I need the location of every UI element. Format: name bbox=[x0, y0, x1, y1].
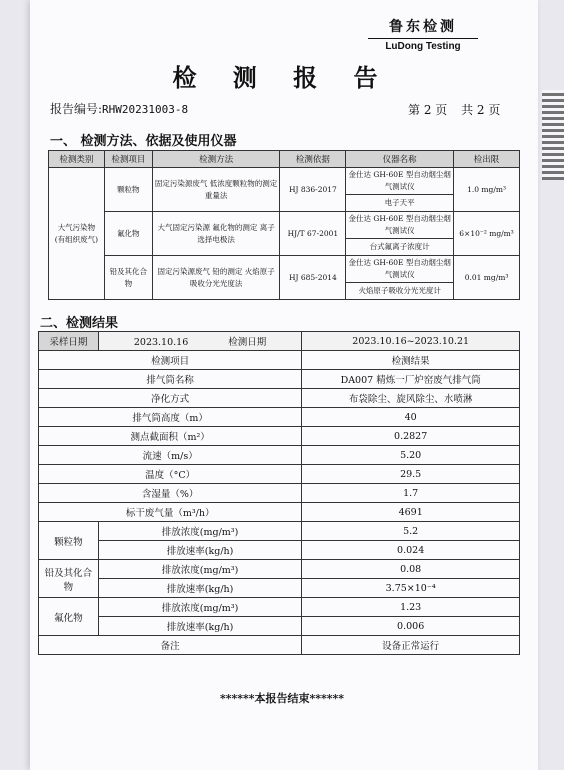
table-row bbox=[39, 617, 520, 636]
instrument-cell: 金仕达 GH-60E 型自动烟尘烟气测试仪 bbox=[346, 168, 454, 195]
methods-table bbox=[48, 150, 520, 300]
section2-heading: 二、检测结果 bbox=[40, 316, 119, 331]
instrument-cell: 电子天平 bbox=[346, 195, 454, 212]
item-cell: 颗粒物 bbox=[104, 168, 152, 212]
table-row bbox=[39, 427, 520, 446]
param-value: 0.2827 bbox=[302, 427, 520, 446]
param-value: 1.7 bbox=[302, 484, 520, 503]
table-row bbox=[39, 408, 520, 427]
category-cell: 大气污染物 (有组织废气) bbox=[49, 168, 105, 300]
results-table bbox=[38, 331, 520, 655]
table-row bbox=[49, 212, 520, 239]
table-row bbox=[39, 465, 520, 484]
param-value: 4691 bbox=[302, 503, 520, 522]
rate-label: 排放速率(kg/h) bbox=[98, 617, 301, 636]
param-label: 标干废气量（m³/h） bbox=[39, 503, 302, 522]
conc-label: 排放浓度(mg/m³) bbox=[98, 560, 301, 579]
rate-label: 排放速率(kg/h) bbox=[98, 579, 301, 598]
pollutant-name: 氟化物 bbox=[39, 598, 99, 636]
conc-value: 1.23 bbox=[302, 598, 520, 617]
brand-logo bbox=[368, 16, 478, 52]
basis-cell: HJ 685-2014 bbox=[280, 256, 346, 300]
methods-header-row bbox=[49, 151, 520, 168]
table-row bbox=[39, 389, 520, 408]
item-cell: 铅及其化合物 bbox=[104, 256, 152, 300]
limit-cell: 0.01 mg/m³ bbox=[454, 256, 520, 300]
param-label: 净化方式 bbox=[39, 389, 302, 408]
table-row bbox=[39, 503, 520, 522]
param-label: 排气筒名称 bbox=[39, 370, 302, 389]
method-cell: 固定污染源废气 铅的测定 火焰原子吸收分光光度法 bbox=[152, 256, 280, 300]
report-title: 检 测 报 告 bbox=[172, 63, 392, 92]
param-value: DA007 精炼一厂炉窑废气排气筒 bbox=[302, 370, 520, 389]
report-number-label: 报告编号: bbox=[50, 102, 103, 116]
sample-date-value: 2023.10.16 bbox=[133, 337, 189, 348]
param-label: 流速（m/s） bbox=[39, 446, 302, 465]
instrument-cell: 台式氟离子浓度计 bbox=[346, 239, 454, 256]
sample-date-label: 采样日期 bbox=[39, 332, 99, 351]
report-number-value: RHW20231003-8 bbox=[102, 103, 189, 116]
col-header: 检测类别 bbox=[49, 151, 105, 168]
limit-cell: 1.0 mg/m³ bbox=[454, 168, 520, 212]
barcode-fragment bbox=[542, 90, 564, 180]
page-current: 第 2 页 bbox=[408, 103, 448, 117]
rate-value: 0.006 bbox=[302, 617, 520, 636]
brand-name-cn: 鲁东检测 bbox=[389, 19, 457, 35]
table-row bbox=[39, 541, 520, 560]
col-header: 检测方法 bbox=[152, 151, 280, 168]
table-row bbox=[49, 256, 520, 283]
table-row bbox=[39, 484, 520, 503]
table-row bbox=[39, 351, 520, 370]
param-label: 测点截面积（m²） bbox=[39, 427, 302, 446]
rate-label: 排放速率(kg/h) bbox=[98, 541, 301, 560]
result-header: 检测结果 bbox=[302, 351, 520, 370]
basis-cell: HJ/T 67-2001 bbox=[280, 212, 346, 256]
test-date-value: 2023.10.16~2023.10.21 bbox=[302, 332, 520, 351]
conc-label: 排放浓度(mg/m³) bbox=[98, 522, 301, 541]
page-total: 共 2 页 bbox=[461, 103, 501, 117]
rate-value: 3.75×10⁻⁴ bbox=[302, 579, 520, 598]
col-header: 检出限 bbox=[454, 151, 520, 168]
item-cell: 氟化物 bbox=[104, 212, 152, 256]
param-value: 29.5 bbox=[302, 465, 520, 484]
report-number bbox=[50, 100, 188, 117]
param-label: 排气筒高度（m） bbox=[39, 408, 302, 427]
col-header: 检测项目 bbox=[104, 151, 152, 168]
stamp-fragment bbox=[540, 330, 562, 440]
pollutant-name: 颗粒物 bbox=[39, 522, 99, 560]
page-indicator bbox=[408, 101, 510, 118]
method-cell: 大气固定污染源 氟化物的测定 离子选择电极法 bbox=[152, 212, 280, 256]
section1-heading: 一、 检测方法、依据及使用仪器 bbox=[50, 134, 237, 149]
col-header: 仪器名称 bbox=[346, 151, 454, 168]
param-label: 含湿量（%） bbox=[39, 484, 302, 503]
test-date-label: 检测日期 bbox=[228, 337, 267, 348]
conc-value: 5.2 bbox=[302, 522, 520, 541]
remark-label: 备注 bbox=[39, 636, 302, 655]
instrument-cell: 金仕达 GH-60E 型自动烟尘烟气测试仪 bbox=[346, 256, 454, 283]
table-row bbox=[39, 560, 520, 579]
table-row bbox=[49, 168, 520, 195]
table-row bbox=[39, 370, 520, 389]
table-row bbox=[39, 636, 520, 655]
brand-name-en: LuDong Testing bbox=[368, 38, 478, 52]
pollutant-name: 铅及其化合物 bbox=[39, 560, 99, 598]
method-cell: 固定污染源废气 低浓度颗粒物的测定 重量法 bbox=[152, 168, 280, 212]
instrument-cell: 火焰原子吸收分光光度计 bbox=[346, 283, 454, 300]
dates-row bbox=[39, 332, 520, 351]
conc-value: 0.08 bbox=[302, 560, 520, 579]
table-row bbox=[39, 579, 520, 598]
item-header: 检测项目 bbox=[39, 351, 302, 370]
param-label: 温度（°C） bbox=[39, 465, 302, 484]
table-row bbox=[39, 446, 520, 465]
param-value: 40 bbox=[302, 408, 520, 427]
report-end-marker: ******本报告结束****** bbox=[219, 692, 345, 705]
remark-value: 设备正常运行 bbox=[302, 636, 520, 655]
basis-cell: HJ 836-2017 bbox=[280, 168, 346, 212]
table-row bbox=[39, 598, 520, 617]
table-row bbox=[39, 522, 520, 541]
limit-cell: 6×10⁻² mg/m³ bbox=[454, 212, 520, 256]
rate-value: 0.024 bbox=[302, 541, 520, 560]
instrument-cell: 金仕达 GH-60E 型自动烟尘烟气测试仪 bbox=[346, 212, 454, 239]
param-value: 5.20 bbox=[302, 446, 520, 465]
param-value: 布袋除尘、旋风除尘、水喷淋 bbox=[302, 389, 520, 408]
conc-label: 排放浓度(mg/m³) bbox=[98, 598, 301, 617]
col-header: 检测依据 bbox=[280, 151, 346, 168]
